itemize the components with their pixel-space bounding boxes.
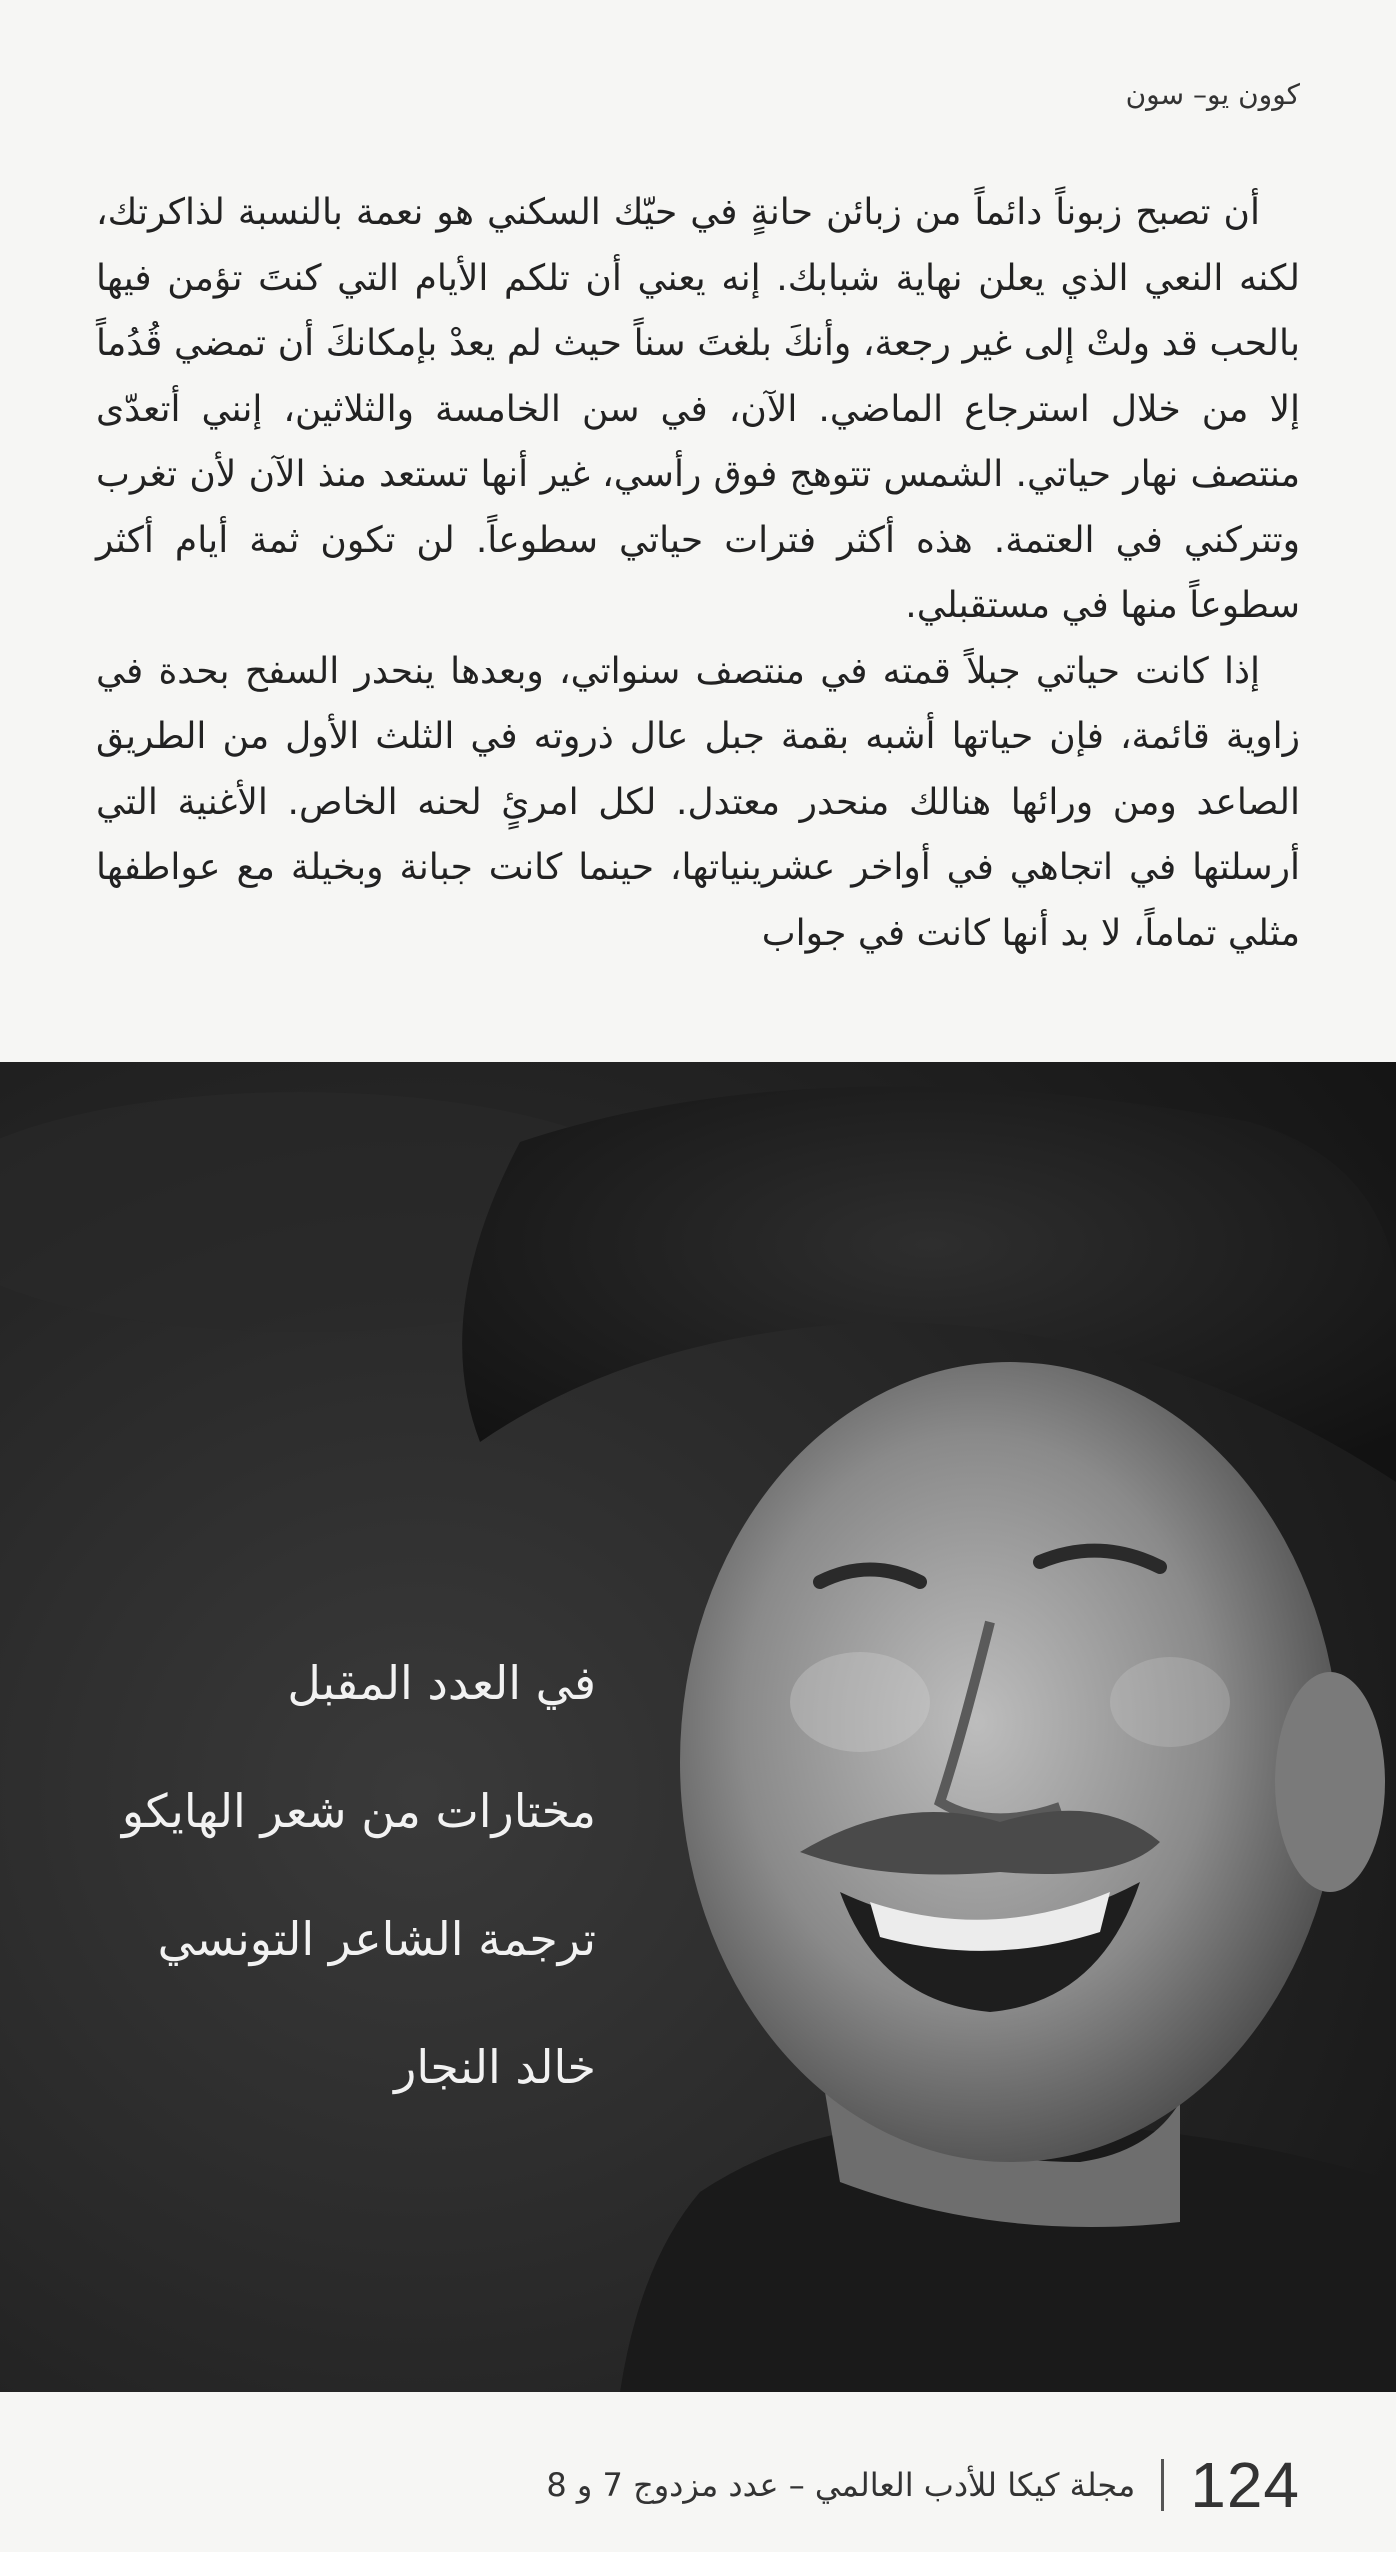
next-issue-announcement [121, 1656, 596, 2172]
article-body [96, 180, 1300, 966]
announcement-title: مختارات من شعر الهايكو [121, 1784, 596, 1838]
body-paragraph: أن تصبح زبوناً دائماً من زبائن حانةٍ في حيّك السكني هو نعمة بالنسبة لذاكرتك، لكنه النعي الذي يعلن نهاية شبابك. إنه يعني أن تلكم الأيام التي كنتَ تؤمن فيها بالحب قد ولتْ إلى غير رجعة، وأنكَ بلغتَ سناً حيث لم يعدْ بإمكانكَ أن تمضي قُدُماً إلا من خلال استرجاع الماضي. الآن، في سن الخامسة والثلاثين، إنني أتعدّى منتصف نهار حياتي. الشمس تتوهج فوق رأسي، غير أنها تستعد منذ الآن لأن تغرب وتتركني في العتمة. هذه أكثر فترات حياتي سطوعاً. لن تكون ثمة أيام أكثر سطوعاً منها في مستقبلي. [96, 192, 1300, 626]
page-footer [546, 2450, 1300, 2520]
footer-divider [1161, 2459, 1164, 2511]
announcement-translator: ترجمة الشاعر التونسي [157, 1912, 596, 1966]
journal-caption: مجلة كيكا للأدب العالمي – عدد مزدوج 7 و 8 [546, 2466, 1136, 2504]
page-number: 124 [1190, 2449, 1300, 2521]
running-header-author: كوون يو– سون [1125, 78, 1300, 111]
body-paragraph: إذا كانت حياتي جبلاً قمته في منتصف سنواتي، وبعدها ينحدر السفح بحدة في زاوية قائمة، فإن حياتها أشبه بقمة جبل عال ذروته في الثلث الأول من الطريق الصاعد ومن ورائها هنالك منحدر معتدل. لكل امرئٍ لحنه الخاص. الأغنية التي أرسلتها في اتجاهي في أواخر عشرينياتها، حينما كانت جبانة وبخيلة مع عواطفها مثلي تماماً، لا بد أنها كانت في جواب [96, 650, 1300, 954]
announcement-name: خالد النجار [394, 2040, 596, 2094]
announcement-heading: في العدد المقبل [287, 1656, 596, 1710]
